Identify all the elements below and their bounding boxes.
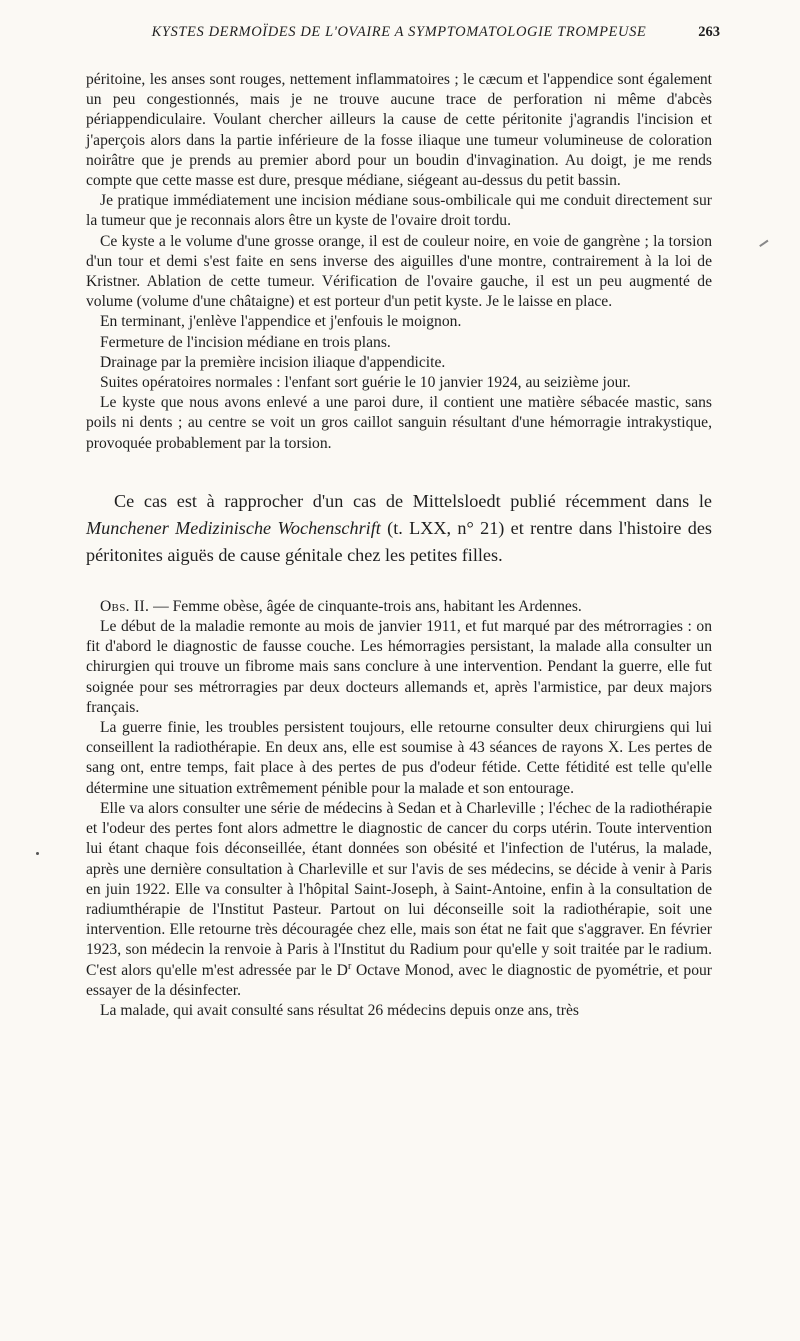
paragraph: Je pratique immédiatement une incision médiane sous-ombilicale qui me conduit directement sur la tumeur que je reconnais alors être un kyste de l'ovaire droit tordu. (86, 192, 712, 230)
comment-text-start: Ce cas est à rapprocher d'un cas de Mittelsloedt publié récemment dans le (114, 490, 712, 511)
comment-block (86, 488, 712, 569)
running-header (86, 24, 720, 48)
paragraph-text-end: Octave Monod, avec le diagnostic de pyométrie, et pour essayer de la désinfecter. (86, 961, 712, 999)
case-one-text (86, 70, 712, 454)
observation-heading (86, 597, 712, 617)
journal-title: Munchener Medizinische Wochenschrift (86, 517, 381, 538)
page-number: 263 (698, 24, 720, 40)
running-title: KYSTES DERMOÏDES DE L'OVAIRE A SYMPTOMATOLOGIE TROMPEUSE (151, 24, 647, 40)
observation-label: Obs. II. (100, 597, 150, 615)
paragraph: En terminant, j'enlève l'appendice et j'enfouis le moignon. (100, 313, 462, 331)
paragraph: La malade, qui avait consulté sans résultat 26 médecins depuis onze ans, très (100, 1001, 579, 1019)
margin-mark (759, 240, 771, 251)
paragraph (86, 799, 712, 1001)
paragraph-text: Elle va alors consulter une série de médecins à Sedan et à Charleville ; l'échec de la radiothérapie et l'odeur des pertes font alors admettre le diagnostic de cancer du corps utérin. Toute intervention lui étant chaque fois déconseillée, étant données son obésité et l'infection de l'utérus, la malade, après une dernière consultation à Charleville et sur l'avis de ses médecins, se décide à venir à Paris en juin 1922. Elle va consulter à l'hôpital Saint-Joseph, à Saint-Antoine, enfin à la consultation de radiumthérapie de l'Institut Pasteur. Partout on lui déconseille soit la radiothérapie, soit une intervention. Elle retourne très découragée chez elle, mais son état ne fait que s'aggraver. En février 1923, son médecin la renvoie à Paris à l'Institut du Radium pour qu'elle y soit traitée par le radium. C'est alors qu'elle m'est adressée par le (86, 799, 712, 979)
comment-text-end: (t. LXX, n° 21) et rentre dans l'histoire des péritonites aiguës de cause génitale chez les petites filles. (86, 517, 712, 565)
paragraph: Suites opératoires normales : l'enfant sort guérie le 10 janvier 1924, au seizième jour. (100, 374, 631, 392)
margin-dot (36, 852, 39, 855)
doctor-title: D (336, 961, 348, 979)
observation-intro: — Femme obèse, âgée de cinquante-trois ans, habitant les Ardennes. (149, 597, 582, 615)
paragraph: Fermeture de l'incision médiane en trois plans. (100, 333, 391, 351)
paragraph: Ce kyste a le volume d'une grosse orange, il est de couleur noire, en voie de gangrène ; la torsion d'un tour et demi s'est faite en sens inverse des aiguilles d'une montre, contrairement à la loi de Kristner. Ablation de cette tumeur. Vérification de l'ovaire gauche, il est un peu augmenté de volume (volume d'une châtaigne) et est porteur d'un petit kyste. Je le laisse en place. (86, 232, 712, 311)
case-two-text (86, 597, 712, 1021)
paragraph: Le kyste que nous avons enlevé a une paroi dure, il contient une matière sébacée mastic, sans poils ni dents ; au centre se voit un gros caillot sanguin résultant d'une hémorragie intrakystique, provoquée probablement par la torsion. (86, 394, 712, 452)
comment-paragraph (86, 488, 712, 569)
doctor-title-superscript: r (347, 960, 352, 972)
paragraph: péritoine, les anses sont rouges, nettement inflammatoires ; le cæcum et l'appendice sont également un peu congestionnés, mais je ne trouve aucune trace de perforation ni même d'abcès périappendiculaire. Voulant chercher ailleurs la cause de cette péritonite j'agrandis l'incision et j'aperçois alors dans la partie inférieure de la fosse iliaque une tumeur volumineuse de coloration noirâtre que je prends au premier abord pour un boudin d'invagination. Au doigt, je me rends compte que cette masse est dure, presque médiane, siégeant au-dessus du petit bassin. (86, 71, 712, 190)
paragraph: Le début de la maladie remonte au mois de janvier 1911, et fut marqué par des métrorragies : on fit d'abord le diagnostic de fausse couche. Les hémorragies persistant, la malade alla consulter un chirurgien qui trouve un fibrome mais sans conclure à une intervention. Pendant la guerre, elle fut soignée pour ses métrorragies par deux docteurs allemands et, après l'armistice, par deux majors français. (86, 618, 712, 716)
paragraph: La guerre finie, les troubles persistent toujours, elle retourne consulter deux chirurgiens qui lui conseillent la radiothérapie. En deux ans, elle est soumise à 43 séances de rayons X. Les pertes de sang ont, entre temps, fait place à des pertes de pus d'odeur fétide. Cette fétidité est telle qu'elle détermine une situation extrêmement pénible pour la malade et son entourage. (86, 719, 712, 797)
paragraph: Drainage par la première incision iliaque d'appendicite. (100, 353, 446, 371)
